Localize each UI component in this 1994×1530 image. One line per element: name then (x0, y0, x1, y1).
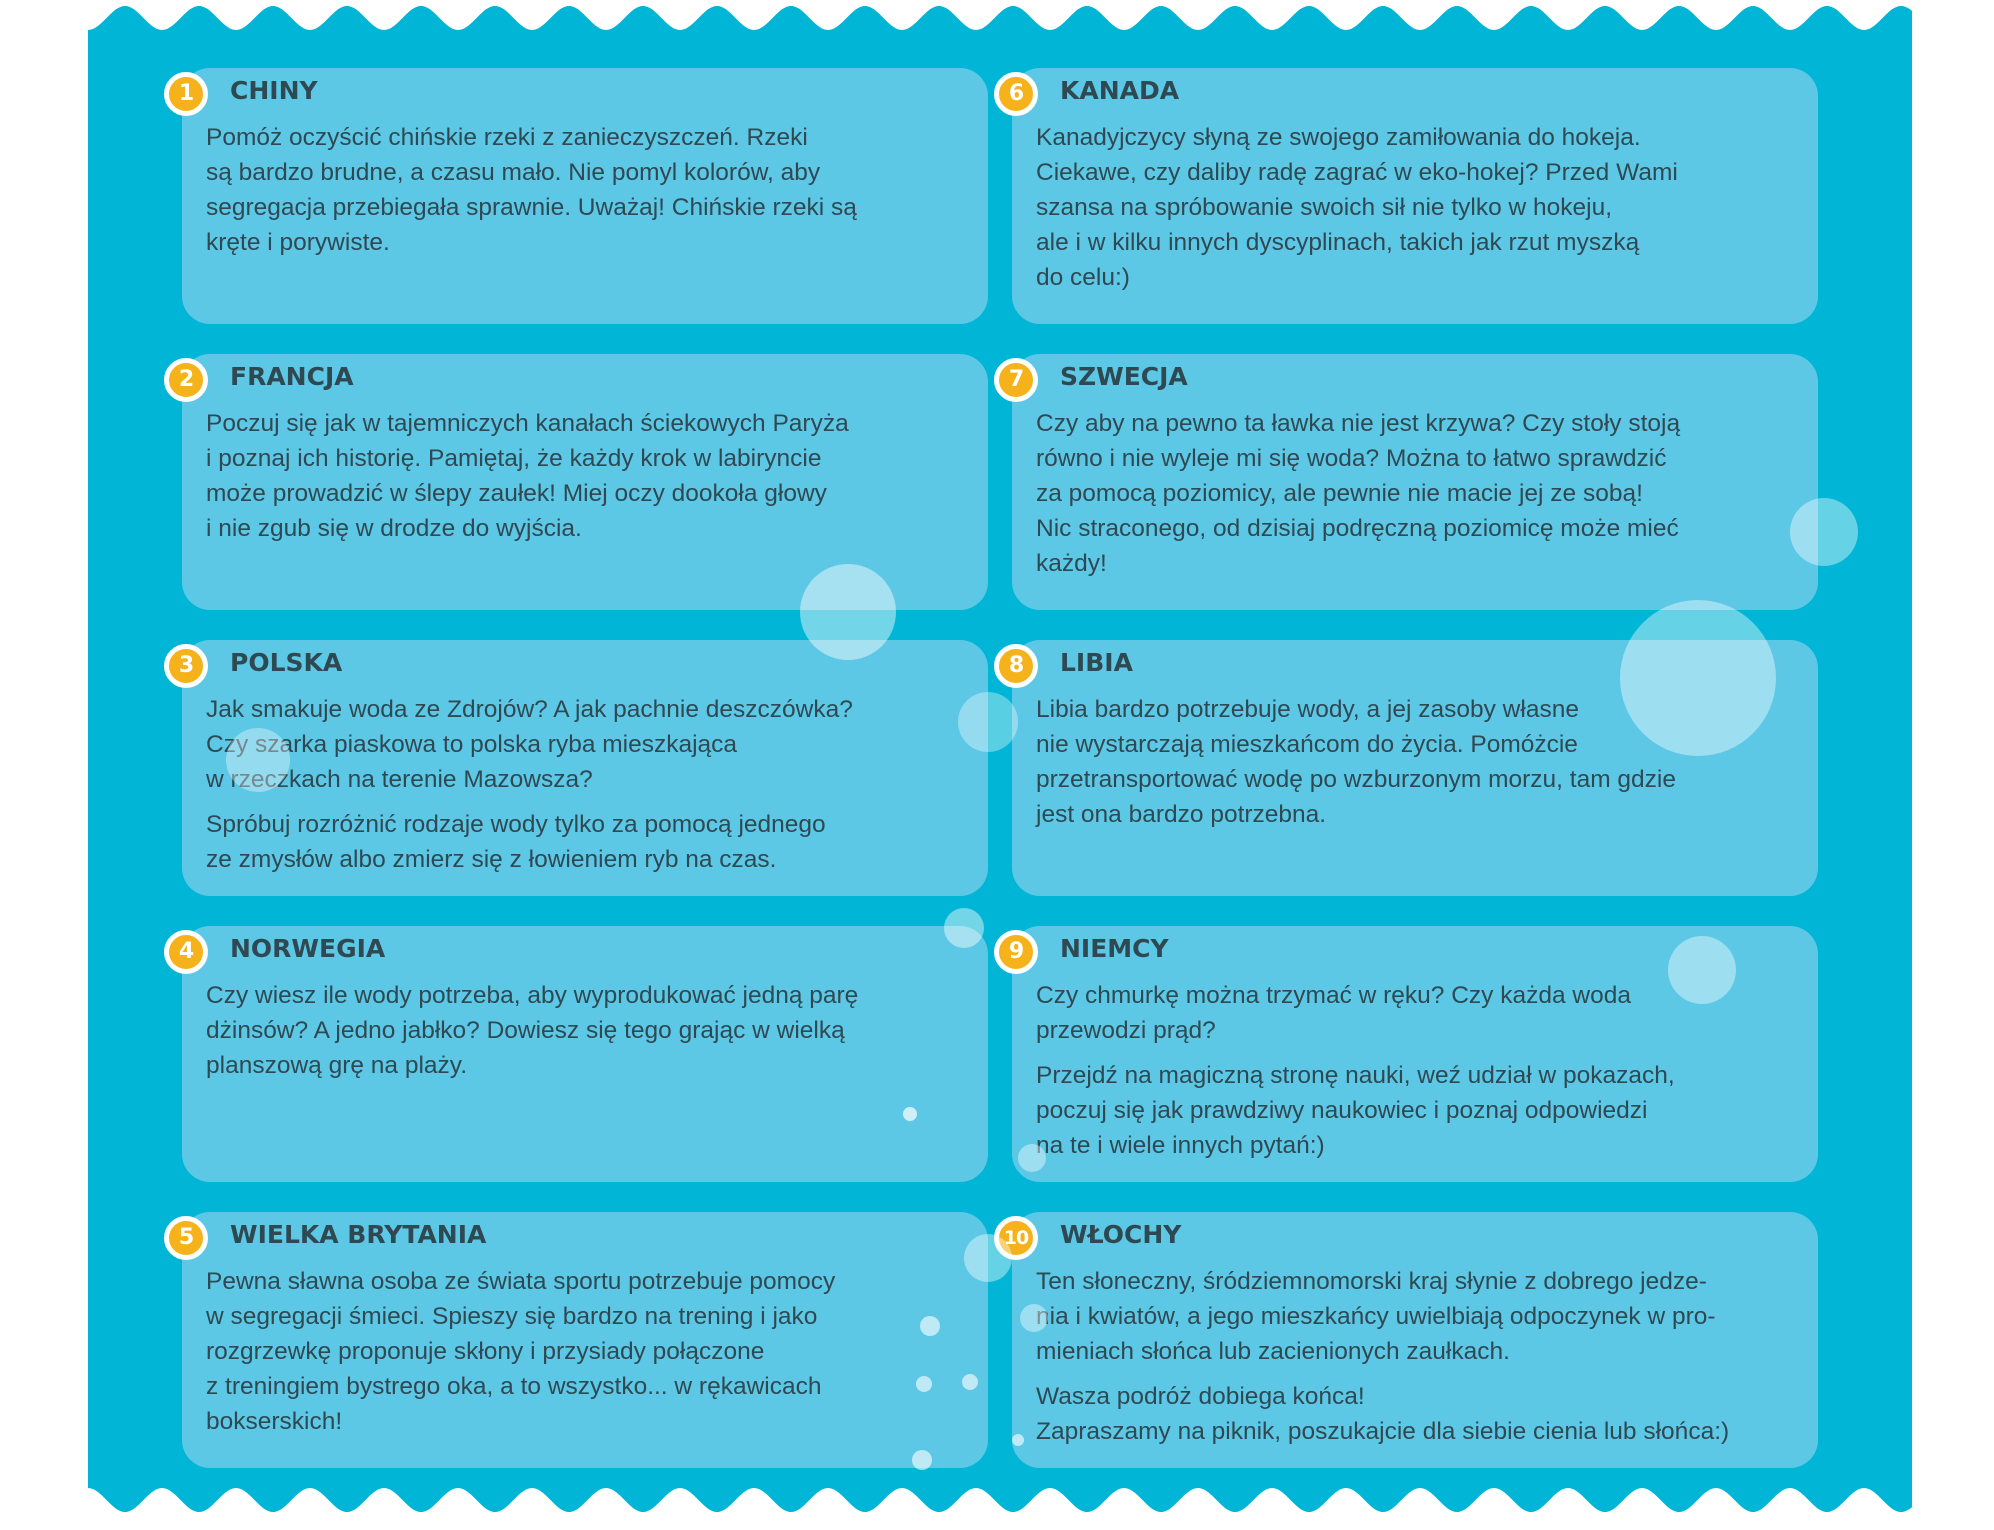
description-paragraph: Pomóż oczyścić chińskie rzeki z zanieczyszczeń. Rzeki są bardzo brudne, a czasu mało. Nie pomyl kolorów, aby segregacja przebiegała sprawnie. Uważaj! Chińskie rzeki są kręte i porywiste. (206, 124, 857, 256)
description-paragraph: Jak smakuje woda ze Zdrojów? A jak pachnie deszczówka? Czy szarka piaskowa to polska ryba mieszkająca w rzeczkach na terenie Mazowsza? (206, 696, 853, 793)
country-card (178, 354, 988, 610)
country-description (206, 120, 974, 270)
country-title: NORWEGIA (230, 934, 386, 963)
description-paragraph: Libia bardzo potrzebuje wody, a jej zasoby własne nie wystarczają mieszkańcom do życia. Pomóżcie przetransportować wodę po wzburzonym morzu, tam gdzie jest ona bardzo potrzebna. (1036, 696, 1677, 828)
country-description (206, 1264, 974, 1449)
country-card (1008, 640, 1818, 896)
country-title: LIBIA (1060, 648, 1133, 677)
description-paragraph: Wasza podróż dobiega końca! Zapraszamy na piknik, poszukajcie dla siebie cienia lub słońca:) (1036, 1383, 1730, 1445)
country-title: SZWECJA (1060, 362, 1188, 391)
description-paragraph: Pewna sławna osoba ze świata sportu potrzebuje pomocy w segregacji śmieci. Spieszy się bardzo na trening i jako rozgrzewkę proponuje skłony i przysiady połączone z treningiem bystrego oka, a to wszystko... w rękawicach bokserskich! (206, 1268, 836, 1435)
number-badge: 8 (994, 644, 1038, 688)
country-description (1036, 406, 1804, 591)
number-badge: 3 (164, 644, 208, 688)
number-badge: 1 (164, 72, 208, 116)
country-card (1008, 354, 1818, 610)
country-description (1036, 1264, 1804, 1459)
description-paragraph: Czy chmurkę można trzymać w ręku? Czy każda woda przewodzi prąd? (1036, 982, 1631, 1044)
country-title: FRANCJA (230, 362, 354, 391)
country-title: POLSKA (230, 648, 343, 677)
description-paragraph: Czy wiesz ile wody potrzeba, aby wyprodukować jedną parę dżinsów? A jedno jabłko? Dowiesz się tego grając w wielką planszową grę na plaży. (206, 982, 859, 1079)
number-badge: 9 (994, 930, 1038, 974)
country-card (178, 640, 988, 896)
description-paragraph: Kanadyjczycy słyną ze swojego zamiłowania do hokeja. Ciekawe, czy daliby radę zagrać w eko-hokej? Przed Wami szansa na spróbowanie swoich sił nie tylko w hokeju, ale i w kilku innych dyscyplinach, takich jak rzut myszką do celu:) (1036, 124, 1678, 291)
country-description (206, 692, 974, 887)
country-card (178, 926, 988, 1182)
country-title: KANADA (1060, 76, 1180, 105)
number-badge: 10 (994, 1216, 1038, 1260)
country-card (178, 68, 988, 324)
country-card (1008, 68, 1818, 324)
country-title: WIELKA BRYTANIA (230, 1220, 487, 1249)
country-description (206, 978, 974, 1093)
description-paragraph: Poczuj się jak w tajemniczych kanałach ściekowych Paryża i poznaj ich historię. Pamiętaj, że każdy krok w labiryncie może prowadzić w ślepy zaułek! Miej oczy dookoła głowy i nie zgub się w drodze do wyjścia. (206, 410, 849, 542)
country-description (1036, 120, 1804, 305)
country-description (1036, 692, 1804, 842)
number-badge: 2 (164, 358, 208, 402)
country-title: CHINY (230, 76, 318, 105)
country-title: WŁOCHY (1060, 1220, 1182, 1249)
description-paragraph: Ten słoneczny, śródziemnomorski kraj słynie z dobrego jedze- nia i kwiatów, a jego mieszkańcy uwielbiają odpoczynek w pro- mieniach słońca lub zacienionych zaułkach. (1036, 1268, 1716, 1365)
country-card (1003, 1212, 1818, 1468)
description-paragraph: Przejdź na magiczną stronę nauki, weź udział w pokazach, poczuj się jak prawdziwy naukowiec i poznaj odpowiedzi na te i wiele innych pytań:) (1036, 1062, 1675, 1159)
number-badge: 5 (164, 1216, 208, 1260)
number-badge: 4 (164, 930, 208, 974)
number-badge: 7 (994, 358, 1038, 402)
description-paragraph: Spróbuj rozróżnić rodzaje wody tylko za pomocą jednego ze zmysłów albo zmierz się z łowieniem ryb na czas. (206, 811, 826, 873)
country-title: NIEMCY (1060, 934, 1169, 963)
number-badge: 6 (994, 72, 1038, 116)
country-card (178, 1212, 988, 1468)
country-description (1036, 978, 1804, 1173)
description-paragraph: Czy aby na pewno ta ławka nie jest krzywa? Czy stoły stoją równo i nie wyleje mi się woda? Można to łatwo sprawdzić za pomocą poziomicy, ale pewnie nie macie jej ze sobą! Nic straconego, od dzisiaj podręczną poziomicę może mieć każdy! (1036, 410, 1681, 577)
country-description (206, 406, 974, 556)
country-card (1008, 926, 1818, 1182)
